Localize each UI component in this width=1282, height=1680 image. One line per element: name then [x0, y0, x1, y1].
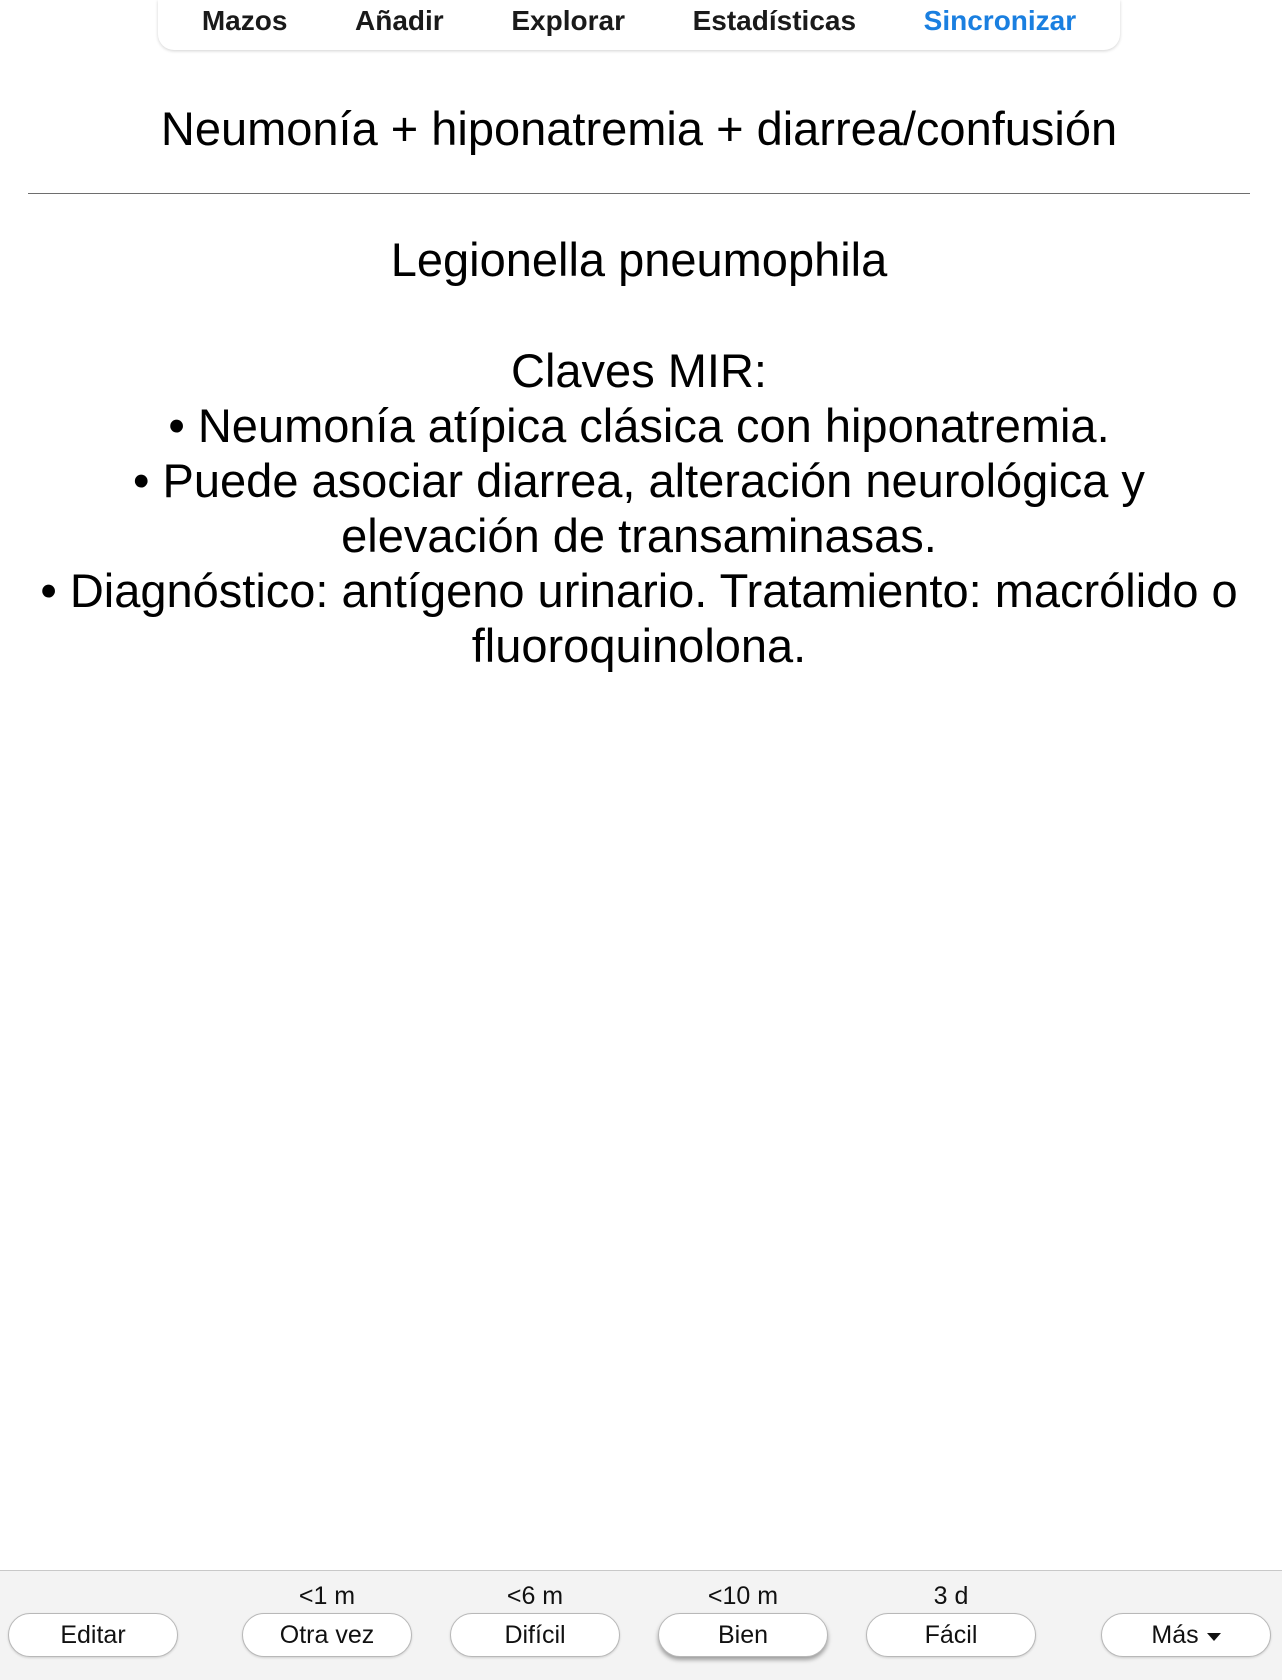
- nav-stats[interactable]: Estadísticas: [692, 5, 857, 36]
- caret-down-icon: [1207, 1633, 1221, 1641]
- good-button[interactable]: Bien: [658, 1613, 828, 1657]
- interval-easy: 3 d: [933, 1582, 969, 1610]
- card-answer-section: [28, 194, 1250, 673]
- card-answer: Legionella pneumophila: [390, 233, 888, 286]
- answer-bar: [0, 1570, 1282, 1680]
- key-point: • Puede asociar diarrea, alteración neurológica y elevación de transaminasas.: [133, 454, 1145, 562]
- keys-heading: Claves MIR:: [511, 344, 767, 397]
- card-question: Neumonía + hiponatremia + diarrea/confusión: [160, 102, 1118, 155]
- easy-button[interactable]: Fácil: [866, 1613, 1036, 1657]
- nav-browse[interactable]: Explorar: [511, 5, 625, 36]
- more-button[interactable]: [1101, 1613, 1271, 1657]
- edit-button[interactable]: Editar: [8, 1613, 178, 1657]
- nav-decks[interactable]: Mazos: [201, 5, 288, 36]
- key-point: • Neumonía atípica clásica con hiponatremia.: [168, 399, 1110, 452]
- top-navigation: [158, 0, 1120, 50]
- key-point: • Diagnóstico: antígeno urinario. Tratamiento: macrólido o fluoroquinolona.: [40, 564, 1238, 672]
- nav-add[interactable]: Añadir: [355, 5, 444, 36]
- nav-sync[interactable]: Sincronizar: [923, 5, 1077, 36]
- flashcard: [28, 95, 1250, 673]
- interval-good: <10 m: [707, 1582, 779, 1610]
- interval-hard: <6 m: [506, 1582, 564, 1610]
- interval-again: <1 m: [298, 1582, 356, 1610]
- more-button-label: Más: [1151, 1620, 1199, 1649]
- hard-button[interactable]: Difícil: [450, 1613, 620, 1657]
- keys-list: [28, 398, 1250, 673]
- again-button[interactable]: Otra vez: [242, 1613, 412, 1657]
